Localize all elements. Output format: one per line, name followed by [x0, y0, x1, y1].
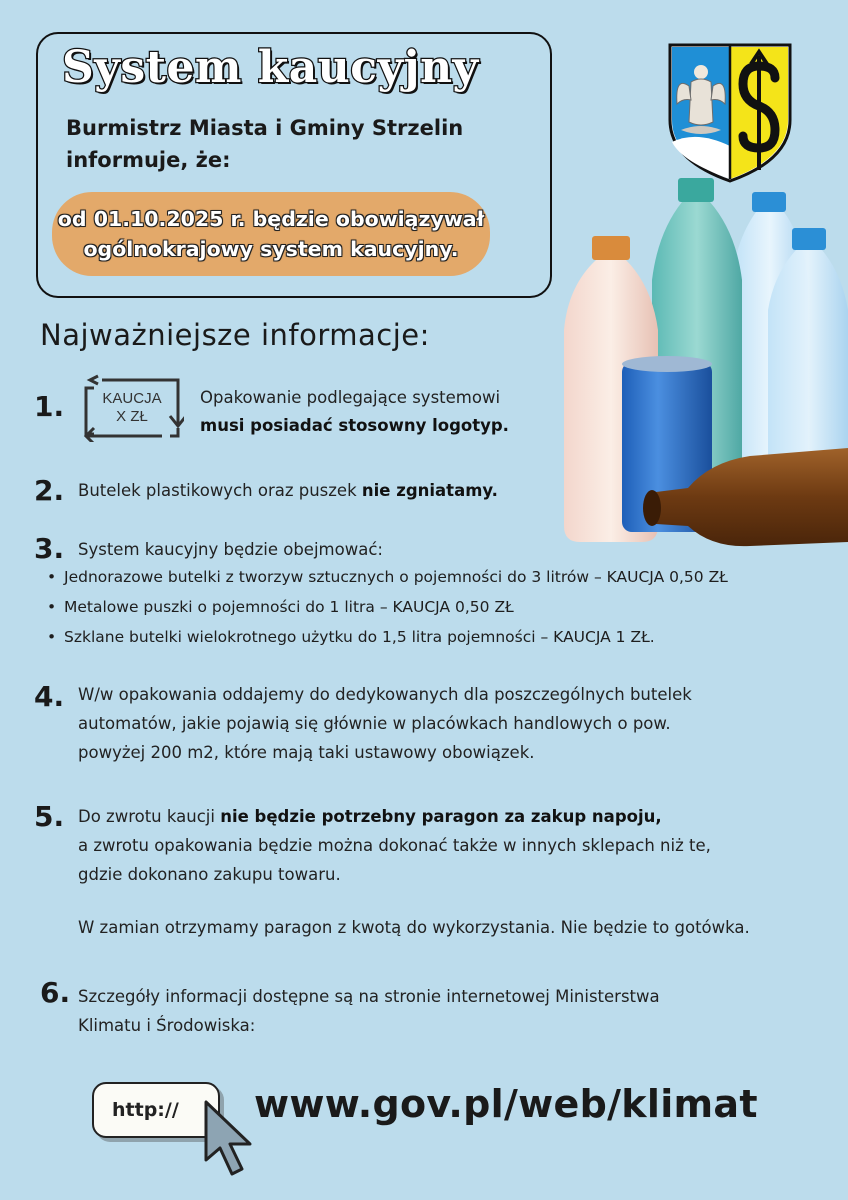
subtitle-line-2: informuje, że:	[66, 148, 231, 172]
item-5-text	[78, 802, 711, 889]
logo-line-2: X ZŁ	[116, 408, 148, 425]
item-5-note: W zamian otrzymamy paragon z kwotą do wykorzystania. Nie będzie to gotówka.	[78, 918, 750, 937]
list-item: • Szklane butelki wielokrotnego użytku do 1,5 litra pojemności – KAUCJA 1 ZŁ.	[44, 622, 728, 652]
notice-line-2: ogólnokrajowy system kaucyjny.	[83, 237, 459, 261]
cursor-arrow-icon	[196, 1098, 260, 1178]
item-1-number: 1.	[34, 390, 65, 423]
item-6-number: 6.	[40, 976, 71, 1009]
subtitle-line-1: Burmistrz Miasta i Gminy Strzelin	[66, 116, 464, 140]
item-2-bold: nie zgniatamy.	[361, 481, 498, 500]
item-1-line-1: Opakowanie podlegające systemowi	[200, 388, 501, 407]
item-6-text	[78, 982, 660, 1040]
item-5-line-2: a zwrotu opakowania będzie można dokonać także w innych sklepach niż te,	[78, 836, 711, 855]
coat-of-arms-icon	[667, 42, 793, 184]
item-3-number: 3.	[34, 532, 65, 565]
list-item: • Jednorazowe butelki z tworzyw sztucznych o pojemności do 3 litrów – KAUCJA 0,50 ZŁ	[44, 562, 728, 592]
item-2-regular: Butelek plastikowych oraz puszek	[78, 481, 362, 500]
item-4-line-1: W/w opakowania oddajemy do dedykowanych dla poszczególnych butelek	[78, 685, 692, 704]
item-2-number: 2.	[34, 474, 65, 507]
http-badge: http://	[92, 1082, 220, 1138]
section-heading: Najważniejsze informacje:	[40, 318, 430, 352]
item-6-line-1: Szczegóły informacji dostępne są na stronie internetowej Ministerstwa	[78, 987, 660, 1006]
item-5-bold: nie będzie potrzebny paragon za zakup napoju,	[220, 807, 662, 826]
item-6-line-2: Klimatu i Środowiska:	[78, 1016, 256, 1035]
list-item: • Metalowe puszki o pojemności do 1 litra – KAUCJA 0,50 ZŁ	[44, 592, 728, 622]
deposit-list	[44, 562, 728, 652]
item-4-line-3: powyżej 200 m2, które mają taki ustawowy obowiązek.	[78, 743, 535, 762]
recycle-arrows-icon	[80, 374, 184, 442]
item-3-text: System kaucyjny będzie obejmować:	[78, 540, 383, 559]
bottles-illustration	[560, 170, 848, 560]
item-2-text	[78, 477, 498, 505]
website-link[interactable]: www.gov.pl/web/klimat	[254, 1082, 758, 1126]
item-5-line-3: gdzie dokonano zakupu towaru.	[78, 865, 341, 884]
item-4-line-2: automatów, jakie pojawią się głównie w placówkach handlowych o pow.	[78, 714, 671, 733]
item-4-number: 4.	[34, 680, 65, 713]
notice-line-1: od 01.10.2025 r. będzie obowiązywał	[57, 207, 485, 231]
item-1-bold: musi posiadać stosowny logotyp.	[200, 416, 509, 435]
item-1-text	[200, 384, 509, 440]
announcement-subtitle	[66, 112, 486, 176]
page-title: System kaucyjny	[62, 42, 479, 93]
item-5-regular: Do zwrotu kaucji	[78, 807, 221, 826]
item-4-text	[78, 680, 692, 767]
logo-line-1: KAUCJA	[102, 390, 162, 407]
item-5-number: 5.	[34, 800, 65, 833]
notice-pill	[52, 192, 490, 276]
